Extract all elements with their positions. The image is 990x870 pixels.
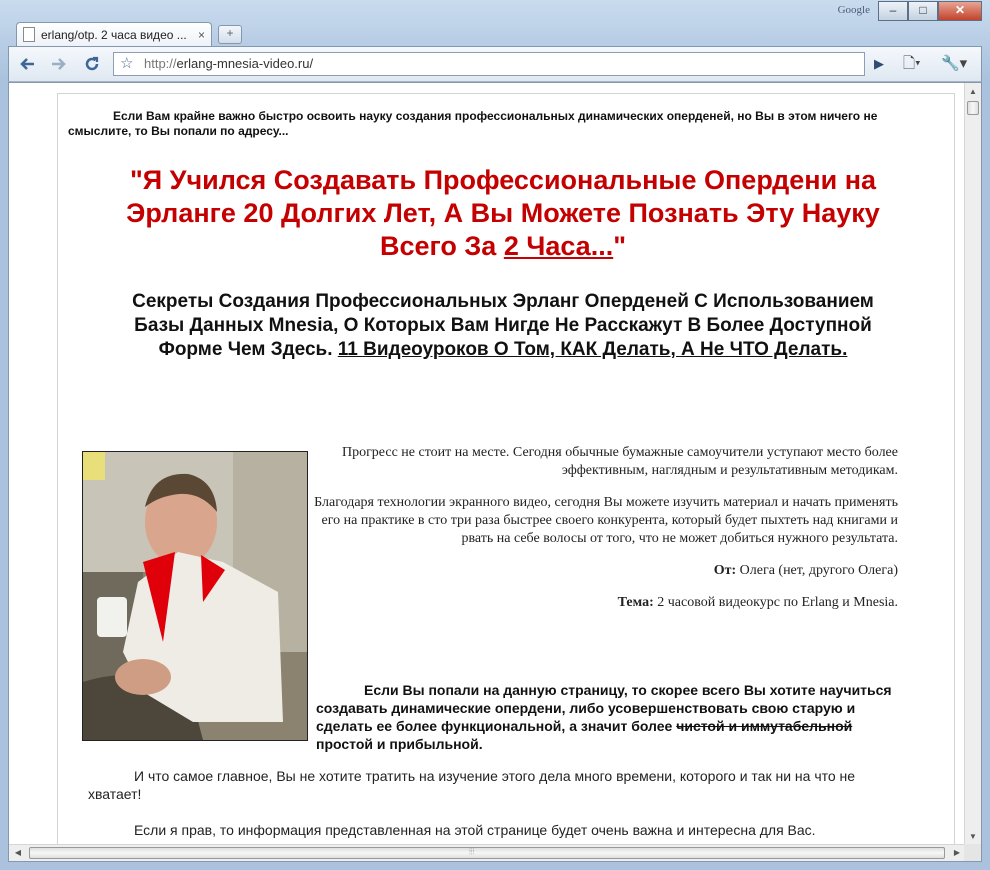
- forward-button[interactable]: [45, 52, 71, 76]
- address-bar[interactable]: [113, 52, 865, 76]
- page-subheadline: [108, 290, 898, 362]
- headline-link[interactable]: 2 Часа...: [503, 231, 614, 261]
- vertical-scrollbar[interactable]: [964, 83, 981, 846]
- subhead-link[interactable]: 11 Видеоуроков О Том, КАК Делать, А Не ЧТО Делать.: [337, 339, 848, 360]
- scroll-up-icon[interactable]: ▲: [969, 87, 977, 96]
- from-line: [313, 562, 898, 580]
- page-headline: [88, 164, 918, 263]
- tab-strip: [16, 22, 242, 46]
- author-photo: [82, 451, 308, 741]
- from-label: От:: [713, 563, 737, 578]
- maximize-button[interactable]: □: [908, 1, 938, 21]
- topic-value: 2 часовой видеокурс по Erlang и Mnesia.: [653, 595, 898, 610]
- url-scheme: http://: [144, 56, 177, 71]
- intro-text: Если Вам крайне важно быстро освоить науку создания профессиональных динамических оперденей, но Вы в этом ничего не смыслите, то Вы попали по адресу...: [68, 109, 878, 138]
- scroll-corner: [964, 844, 981, 861]
- headline-quote: ": [613, 231, 627, 261]
- toolbar: [8, 46, 982, 82]
- subhead-text: Секреты Создания Профессиональных Эрланг Оперденей С Использованием Базы Данных Mnesia, О Которых Вам Нигде Не Расскажут В Более Доступной Форме Чем Здесь.: [132, 291, 874, 360]
- struck-text: чистой и иммутабельной: [676, 718, 853, 734]
- scroll-down-icon[interactable]: ▼: [969, 832, 977, 841]
- tab-active[interactable]: [16, 22, 212, 46]
- page-viewport: [8, 82, 982, 862]
- reload-icon: [83, 55, 101, 73]
- tab-title: erlang/otp. 2 часа видео ...: [41, 27, 187, 42]
- minimize-button[interactable]: –: [878, 1, 908, 21]
- topic-label: Тема:: [617, 595, 654, 610]
- scroll-right-icon[interactable]: ▶: [953, 848, 961, 857]
- author-photo-image: [83, 452, 307, 740]
- page-icon: [23, 27, 35, 42]
- bold-paragraph: [316, 681, 894, 753]
- brand-label: Google: [837, 4, 870, 16]
- bold-text-end: простой и прибыльной.: [316, 736, 483, 752]
- paragraph-progress: Прогресс не стоит на месте. Сегодня обычные бумажные самоучители уступают место более эффективным, наглядным и результативным методикам.: [341, 445, 898, 478]
- scroll-left-icon[interactable]: ◀: [14, 848, 22, 857]
- horizontal-scroll-thumb[interactable]: [29, 847, 945, 859]
- go-button[interactable]: ▶: [874, 56, 884, 71]
- headline-text: "Я Учился Создавать Профессиональные Опердени на Эрланге 20 Долгих Лет, А Вы Можете Познать Эту Науку Всего За: [126, 165, 880, 261]
- bold-text: Если Вы попали на данную страницу, то скорее всего Вы хотите научиться создавать динамические опердени, либо усовершенствовать свою старую и сделать ее более функциональной, а значит более: [316, 682, 892, 734]
- paragraph-right: Если я прав, то информация представленная на этой странице будет очень важна и интересна для Вас.: [134, 822, 816, 838]
- scroll-grip-icon: ⦙⦙⦙: [469, 847, 475, 856]
- window-controls: [878, 1, 982, 21]
- topic-line: [313, 594, 898, 612]
- close-window-button[interactable]: ✕: [938, 1, 982, 21]
- from-value: Олега (нет, другого Олега): [736, 563, 898, 578]
- forward-arrow-icon: [49, 55, 67, 73]
- tab-close-icon[interactable]: ×: [197, 27, 205, 42]
- new-tab-button[interactable]: +: [218, 25, 242, 44]
- back-arrow-icon: [19, 55, 37, 73]
- paragraph-screen-video: Благодаря технологии экранного видео, сегодня Вы можете изучить материал и начать применять его на практике в сто три раза быстрее своего конкурента, который будет пыхтеть над книгами и рвать на себе волосы от того, что не может добиться нужного результата.: [314, 495, 898, 546]
- back-button[interactable]: [15, 52, 41, 76]
- paragraph-time: И что самое главное, Вы не хотите тратить на изучение этого дела много времени, которого и так ни на что не хватает!: [88, 768, 856, 802]
- star-icon[interactable]: ☆: [120, 55, 134, 72]
- vertical-scroll-thumb[interactable]: [967, 101, 979, 115]
- horizontal-scrollbar[interactable]: [9, 844, 966, 861]
- reload-button[interactable]: [79, 52, 105, 76]
- page-menu-button[interactable]: 🗋▾: [903, 55, 921, 72]
- url-host: erlang-mnesia-video.ru/: [176, 56, 314, 71]
- page-content: [57, 93, 955, 853]
- tools-menu-button[interactable]: 🔧▾: [941, 55, 968, 72]
- intro-column: [313, 444, 898, 626]
